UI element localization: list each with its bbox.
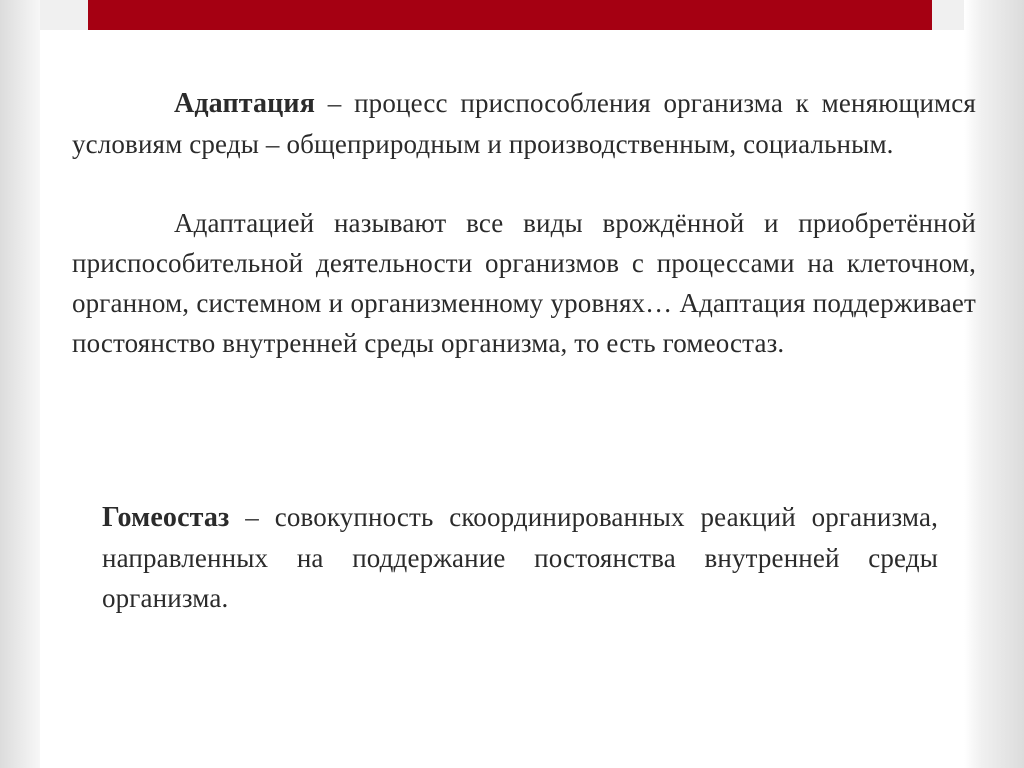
adaptation-description [72,203,976,363]
left-shadow [0,0,40,768]
adaptation-definition [72,83,976,164]
adaptation-definition-text: – процесс приспособления организма к меняющимся условиям среды – общеприродным и производственным, социальным. [72,88,976,159]
homeostasis-term: Гомеостаз [102,502,230,533]
adaptation-description-text: Адаптацией называют все виды врождённой и приобретённой приспособительной деятельности организмов с процессами на клеточном, органном, системном и организменному уровнях… Адаптация поддерживает постоянство внутренней среды организма, то есть гомеостаз. [72,208,976,358]
adaptation-term: Адаптация [174,88,316,119]
top-accent-bar [88,0,932,30]
homeostasis-definition-text: – совокупность скоординированных реакций организма, направленных на поддержание постоянства внутренней среды организма. [102,502,938,613]
homeostasis-definition [102,497,938,618]
